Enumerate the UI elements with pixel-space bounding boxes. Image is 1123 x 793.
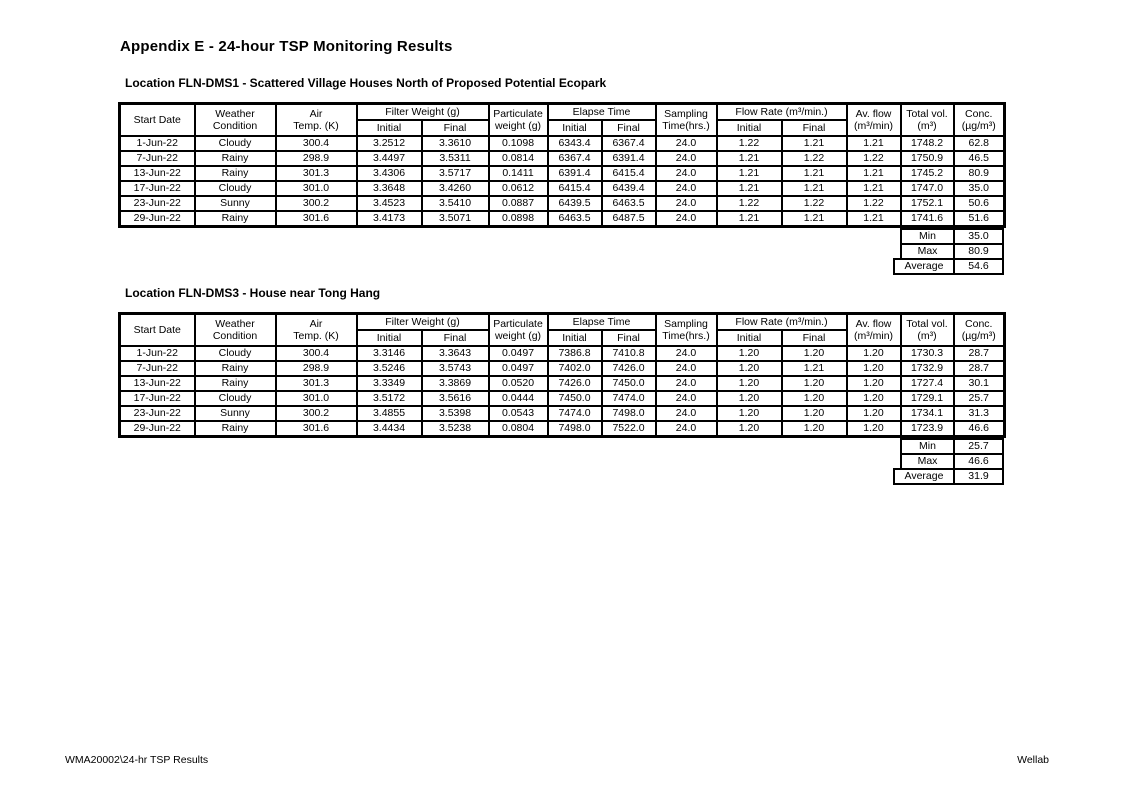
table-cell: 7450.0 [548,391,602,406]
table-cell: 301.0 [276,391,357,406]
table-cell: 1.22 [782,196,847,211]
table-cell: 3.3869 [422,376,489,391]
table-cell: 0.0612 [489,181,548,196]
table-cell: 6415.4 [602,166,656,181]
table-cell: 17-Jun-22 [120,391,195,406]
table-cell: 6391.4 [548,166,602,181]
table-cell: 29-Jun-22 [120,211,195,227]
col-header-start-date: Start Date [120,314,195,347]
table-cell: 7450.0 [602,376,656,391]
table-cell: 3.4855 [357,406,422,421]
summary-value-cell: 54.6 [953,258,1004,275]
table-row [120,406,1005,421]
table-cell: 1.22 [717,136,782,151]
table-cell: 28.7 [954,346,1005,361]
section-heading: Location FLN-DMS1 - Scattered Village Houses North of Proposed Potential Ecopark [125,76,607,90]
subheader-elapse-final: Final [602,330,656,346]
table-cell: 1-Jun-22 [120,136,195,151]
table-cell: 3.4434 [357,421,422,437]
table-cell: 46.6 [954,421,1005,437]
table-cell: 31.3 [954,406,1005,421]
footer-company-name: Wellab [1017,754,1049,766]
table-cell: 6367.4 [602,136,656,151]
summary-label-cell: Min [900,438,953,455]
col-header-total-vol: Total vol. (m³) [901,314,954,347]
summary-value-cell: 25.7 [953,438,1004,455]
table-cell: 298.9 [276,361,357,376]
table-cell: 13-Jun-22 [120,376,195,391]
summary-value-cell: 80.9 [953,243,1004,260]
table-cell: 46.5 [954,151,1005,166]
table-cell: 1727.4 [901,376,954,391]
table-cell: 3.3146 [357,346,422,361]
summary-value-cell: 31.9 [953,468,1004,485]
table-cell: 1.20 [847,361,901,376]
table-row [120,376,1005,391]
table-cell: 3.5238 [422,421,489,437]
table-row [120,211,1005,227]
table-cell: 1.20 [717,376,782,391]
table-cell: 1.20 [717,391,782,406]
table-cell: 0.1411 [489,166,548,181]
table-cell: 0.0804 [489,421,548,437]
subheader-flow-final: Final [782,120,847,136]
col-header-elapse-time: Elapse Time [548,314,656,331]
table-cell: 3.3648 [357,181,422,196]
subheader-filter-initial: Initial [357,120,422,136]
page-title: Appendix E - 24-hour TSP Monitoring Results [120,38,453,55]
table-cell: 6391.4 [602,151,656,166]
table-cell: 1.21 [717,166,782,181]
table-cell: 1.20 [847,421,901,437]
table-cell: 300.2 [276,406,357,421]
table-cell: 1.20 [717,361,782,376]
table-cell: 1.20 [847,376,901,391]
summary-row [893,468,1004,485]
table-cell: Rainy [195,421,276,437]
table-cell: 7-Jun-22 [120,151,195,166]
table-cell: 7522.0 [602,421,656,437]
table-body [120,346,1005,437]
table-cell: Rainy [195,376,276,391]
col-header-particulate: Particulate weight (g) [489,314,548,347]
table-cell: 1.21 [782,136,847,151]
table-row [120,391,1005,406]
col-header-total-vol: Total vol. (m³) [901,104,954,137]
footer-document-path: WMA20002\24-hr TSP Results [65,754,209,766]
table-cell: 6415.4 [548,181,602,196]
col-header-conc: Conc. (µg/m³) [954,104,1005,137]
table-row [120,181,1005,196]
table-cell: 3.5246 [357,361,422,376]
col-header-flow-rate: Flow Rate (m³/min.) [717,104,847,121]
table-cell: 24.0 [656,421,717,437]
table-cell: 24.0 [656,151,717,166]
table-header [120,104,1005,137]
table-body [120,136,1005,227]
table-header [120,314,1005,347]
summary-label-cell: Min [900,228,953,245]
table-cell: 1.21 [717,211,782,227]
table-cell: 24.0 [656,181,717,196]
col-header-weather: Weather Condition [195,314,276,347]
section-fln-dms3 [118,286,1006,485]
table-cell: 3.5717 [422,166,489,181]
summary-box [118,438,1004,485]
table-cell: 1732.9 [901,361,954,376]
table-cell: 1.21 [717,181,782,196]
subheader-flow-initial: Initial [717,120,782,136]
table-cell: 28.7 [954,361,1005,376]
table-cell: 51.6 [954,211,1005,227]
table-cell: 1.20 [782,391,847,406]
table-cell: 0.0444 [489,391,548,406]
monitoring-table [118,102,1006,228]
table-cell: Cloudy [195,136,276,151]
table-cell: 6463.5 [602,196,656,211]
col-header-conc: Conc. (µg/m³) [954,314,1005,347]
table-cell: 7402.0 [548,361,602,376]
table-cell: 24.0 [656,136,717,151]
table-cell: Cloudy [195,181,276,196]
section-fln-dms1 [118,76,1006,275]
table-cell: 1748.2 [901,136,954,151]
table-cell: 3.5071 [422,211,489,227]
table-cell: 25.7 [954,391,1005,406]
summary-label-cell: Average [893,468,953,485]
table-cell: 3.3349 [357,376,422,391]
table-cell: 3.4306 [357,166,422,181]
table-cell: 7-Jun-22 [120,361,195,376]
table-cell: 1752.1 [901,196,954,211]
table-cell: 3.3643 [422,346,489,361]
table-cell: 1.20 [717,421,782,437]
summary-value-cell: 46.6 [953,453,1004,470]
table-cell: 3.5311 [422,151,489,166]
col-header-particulate: Particulate weight (g) [489,104,548,137]
table-cell: 301.6 [276,211,357,227]
table-cell: 3.5743 [422,361,489,376]
table-cell: 29-Jun-22 [120,421,195,437]
col-header-av-flow: Av. flow (m³/min) [847,104,901,137]
table-cell: 3.3610 [422,136,489,151]
subheader-filter-final: Final [422,330,489,346]
monitoring-table [118,312,1006,438]
table-cell: 24.0 [656,391,717,406]
table-cell: 7498.0 [602,406,656,421]
table-row [120,421,1005,437]
table-cell: 6439.4 [602,181,656,196]
table-cell: 30.1 [954,376,1005,391]
table-row [120,346,1005,361]
table-cell: 1.20 [847,406,901,421]
table-cell: 1.22 [847,196,901,211]
table-cell: 301.0 [276,181,357,196]
table-cell: 3.4173 [357,211,422,227]
table-cell: 1.21 [847,181,901,196]
table-cell: 24.0 [656,361,717,376]
table-cell: 300.2 [276,196,357,211]
col-header-filter-weight: Filter Weight (g) [357,104,489,121]
table-cell: 1.21 [782,181,847,196]
table-cell: 1.20 [717,346,782,361]
table-row [120,196,1005,211]
table-cell: 1-Jun-22 [120,346,195,361]
table-cell: 1723.9 [901,421,954,437]
table-cell: 7426.0 [602,361,656,376]
table-cell: 1.21 [847,136,901,151]
table-cell: 1.20 [782,421,847,437]
table-row [120,136,1005,151]
subheader-elapse-final: Final [602,120,656,136]
table-cell: 0.0814 [489,151,548,166]
table-cell: 1.20 [782,376,847,391]
table-cell: 1.20 [782,406,847,421]
table-cell: 7386.8 [548,346,602,361]
table-cell: 24.0 [656,376,717,391]
table-cell: 3.5172 [357,391,422,406]
summary-row [893,258,1004,275]
summary-value-cell: 35.0 [953,228,1004,245]
table-cell: 0.0887 [489,196,548,211]
table-cell: Rainy [195,211,276,227]
table-cell: 1.22 [717,196,782,211]
table-cell: 0.0497 [489,346,548,361]
table-cell: 300.4 [276,136,357,151]
table-cell: 3.5398 [422,406,489,421]
table-cell: 1.22 [782,151,847,166]
table-cell: 301.3 [276,166,357,181]
subheader-filter-initial: Initial [357,330,422,346]
col-header-sampling: Sampling Time(hrs.) [656,104,717,137]
table-cell: 24.0 [656,346,717,361]
table-cell: 17-Jun-22 [120,181,195,196]
table-cell: Cloudy [195,391,276,406]
table-cell: 1.21 [847,166,901,181]
table-cell: 300.4 [276,346,357,361]
table-cell: 7426.0 [548,376,602,391]
table-cell: 3.4260 [422,181,489,196]
table-cell: 1750.9 [901,151,954,166]
subheader-elapse-initial: Initial [548,330,602,346]
subheader-flow-initial: Initial [717,330,782,346]
col-header-start-date: Start Date [120,104,195,137]
table-cell: 13-Jun-22 [120,166,195,181]
subheader-flow-final: Final [782,330,847,346]
col-header-air-temp: Air Temp. (K) [276,314,357,347]
table-cell: 50.6 [954,196,1005,211]
table-cell: 23-Jun-22 [120,196,195,211]
table-cell: 1730.3 [901,346,954,361]
col-header-elapse-time: Elapse Time [548,104,656,121]
table-cell: 1745.2 [901,166,954,181]
table-cell: 6367.4 [548,151,602,166]
table-cell: 7410.8 [602,346,656,361]
table-cell: Cloudy [195,346,276,361]
table-cell: 0.1098 [489,136,548,151]
table-cell: 6487.5 [602,211,656,227]
table-cell: Rainy [195,151,276,166]
table-cell: 0.0898 [489,211,548,227]
table-cell: 3.2512 [357,136,422,151]
table-cell: 80.9 [954,166,1005,181]
subheader-elapse-initial: Initial [548,120,602,136]
table-cell: 1.20 [847,346,901,361]
table-cell: 301.3 [276,376,357,391]
table-cell: 24.0 [656,406,717,421]
table-cell: 7498.0 [548,421,602,437]
table-cell: 3.4497 [357,151,422,166]
table-cell: 24.0 [656,211,717,227]
section-heading: Location FLN-DMS3 - House near Tong Hang [125,286,381,300]
table-cell: 6463.5 [548,211,602,227]
page-footer [65,754,1049,766]
table-cell: 301.6 [276,421,357,437]
table-cell: 24.0 [656,166,717,181]
table-row [120,166,1005,181]
table-row [120,361,1005,376]
table-cell: 1.20 [717,406,782,421]
table-cell: 0.0543 [489,406,548,421]
col-header-filter-weight: Filter Weight (g) [357,314,489,331]
table-cell: 62.8 [954,136,1005,151]
table-cell: 1734.1 [901,406,954,421]
table-cell: 1741.6 [901,211,954,227]
subheader-filter-final: Final [422,120,489,136]
table-cell: 1747.0 [901,181,954,196]
col-header-av-flow: Av. flow (m³/min) [847,314,901,347]
table-cell: 1.21 [782,166,847,181]
col-header-weather: Weather Condition [195,104,276,137]
table-cell: 1729.1 [901,391,954,406]
table-cell: Sunny [195,196,276,211]
table-cell: 1.21 [717,151,782,166]
summary-label-cell: Average [893,258,953,275]
table-cell: 1.21 [847,211,901,227]
table-cell: Sunny [195,406,276,421]
table-cell: Rainy [195,166,276,181]
table-row [120,151,1005,166]
table-cell: 1.20 [847,391,901,406]
table-cell: 6343.4 [548,136,602,151]
col-header-sampling: Sampling Time(hrs.) [656,314,717,347]
table-cell: 1.20 [782,346,847,361]
summary-label-cell: Max [900,453,953,470]
table-cell: 7474.0 [548,406,602,421]
summary-label-cell: Max [900,243,953,260]
table-cell: 0.0497 [489,361,548,376]
table-cell: 3.4523 [357,196,422,211]
table-cell: 3.5410 [422,196,489,211]
col-header-air-temp: Air Temp. (K) [276,104,357,137]
table-cell: 0.0520 [489,376,548,391]
table-cell: 1.22 [847,151,901,166]
table-cell: 35.0 [954,181,1005,196]
table-cell: 6439.5 [548,196,602,211]
table-cell: 298.9 [276,151,357,166]
table-cell: 23-Jun-22 [120,406,195,421]
table-cell: 1.21 [782,361,847,376]
table-cell: 1.21 [782,211,847,227]
table-cell: 7474.0 [602,391,656,406]
summary-box [118,228,1004,275]
table-cell: 3.5616 [422,391,489,406]
table-cell: 24.0 [656,196,717,211]
table-cell: Rainy [195,361,276,376]
col-header-flow-rate: Flow Rate (m³/min.) [717,314,847,331]
